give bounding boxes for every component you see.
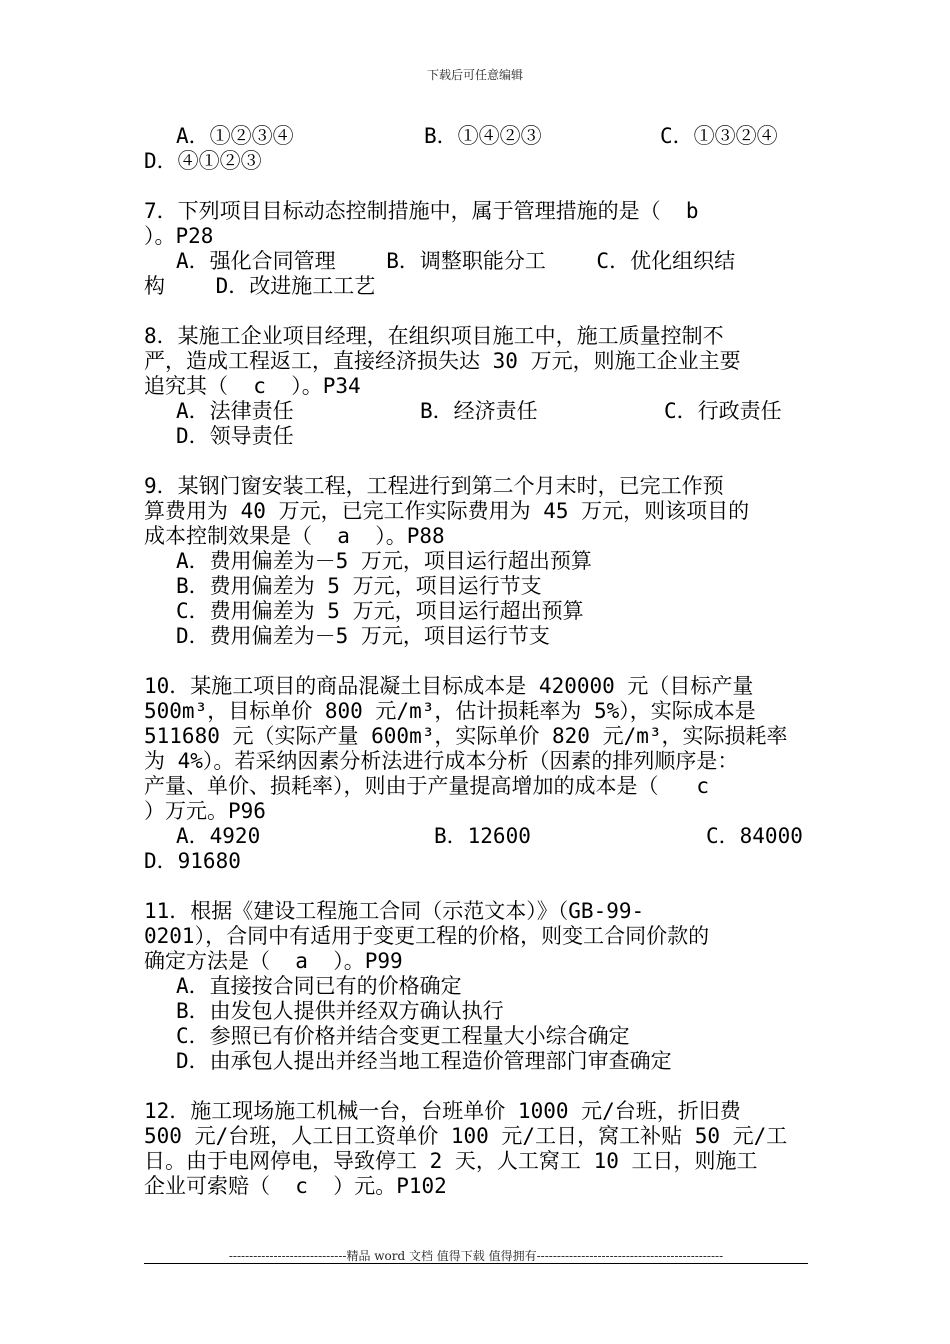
q9-stem-3: 成本控制效果是（ a ）。P88 bbox=[144, 524, 445, 548]
q10-stem-5: 产量、单价、损耗率），则由于产量提高增加的成本是（ c bbox=[144, 774, 710, 798]
q9-option-b: B．费用偏差为 5 万元，项目运行节支 bbox=[176, 574, 542, 598]
q12-stem-1: 12．施工现场施工机械一台，台班单价 1000 元/台班，折旧费 bbox=[144, 1099, 741, 1123]
q7-stem-1: 7．下列项目目标动态控制措施中，属于管理措施的是（ b bbox=[144, 199, 699, 223]
q11-option-a: A．直接按合同已有的价格确定 bbox=[176, 974, 462, 998]
q10-options bbox=[144, 824, 808, 849]
q6-option-d: D．④①②③ bbox=[144, 149, 262, 173]
q11-option-b: B．由发包人提供并经双方确认执行 bbox=[176, 999, 504, 1023]
q11-stem-3: 确定方法是（ a ）。P99 bbox=[144, 949, 403, 973]
q10-option-a: A．4920 bbox=[176, 824, 261, 848]
q11-option-c: C．参照已有价格并结合变更工程量大小综合确定 bbox=[176, 1024, 630, 1048]
q9-stem-1: 9．某钢门窗安装工程，工程进行到第二个月末时，已完工作预 bbox=[144, 474, 724, 498]
q10-stem-6: ）万元。P96 bbox=[144, 799, 266, 823]
q10-option-d: D．91680 bbox=[144, 849, 241, 873]
q8-option-b: B．经济责任 bbox=[420, 399, 538, 423]
q6-option-b: B．①④②③ bbox=[424, 124, 542, 148]
q8-option-a: A．法律责任 bbox=[176, 399, 294, 423]
q8-stem-1: 8．某施工企业项目经理，在组织项目施工中，施工质量控制不 bbox=[144, 324, 724, 348]
q11-stem-1: 11．根据《建设工程施工合同（示范文本）》（GB-99- bbox=[144, 899, 645, 923]
page-header: 下载后可任意编辑 bbox=[426, 68, 523, 82]
q12-stem-2: 500 元/台班，人工日工资单价 100 元/工日，窝工补贴 50 元/工 bbox=[144, 1124, 788, 1148]
q8-option-d: D．领导责任 bbox=[176, 424, 294, 448]
page-footer: -----------------------------精品 word 文档 值得下载 值得拥有---------------------------------------------- bbox=[228, 1249, 724, 1263]
q10-option-c: C．84000 bbox=[706, 824, 803, 848]
q9-stem-2: 算费用为 40 万元，已完工作实际费用为 45 万元，则该项目的 bbox=[144, 499, 750, 523]
q9-option-a: A．费用偏差为－5 万元，项目运行超出预算 bbox=[176, 549, 592, 573]
q6-option-a: A．①②③④ bbox=[176, 124, 294, 148]
q9-option-d: D．费用偏差为－5 万元，项目运行节支 bbox=[176, 624, 550, 648]
q10-stem-4: 为 4%）。若采纳因素分析法进行成本分析（因素的排列顺序是： bbox=[144, 749, 739, 773]
q6-options bbox=[144, 124, 808, 149]
q8-options bbox=[144, 399, 808, 424]
q10-stem-1: 10．某施工项目的商品混凝土目标成本是 420000 元（目标产量 bbox=[144, 674, 754, 698]
q11-stem-2: 0201），合同中有适用于变更工程的价格，则变工合同价款的 bbox=[144, 924, 710, 948]
q10-stem-2: 500m³，目标单价 800 元/m³，估计损耗率为 5%），实际成本是 bbox=[144, 699, 756, 723]
q10-option-b: B．12600 bbox=[434, 824, 531, 848]
q10-stem-3: 511680 元（实际产量 600m³，实际单价 820 元/m³，实际损耗率 bbox=[144, 724, 788, 748]
q12-stem-4: 企业可索赔（ c ）元。P102 bbox=[144, 1174, 447, 1198]
q12-stem-3: 日。由于电网停电，导致停工 2 天，人工窝工 10 工日，则施工 bbox=[144, 1149, 758, 1173]
q7-options-2: 构 D．改进施工工艺 bbox=[144, 274, 376, 298]
q8-stem-3: 追究其（ c ）。P34 bbox=[144, 374, 361, 398]
q11-option-d: D．由承包人提出并经当地工程造价管理部门审查确定 bbox=[176, 1049, 672, 1073]
q9-option-c: C．费用偏差为 5 万元，项目运行超出预算 bbox=[176, 599, 584, 623]
q6-option-c: C．①③②④ bbox=[660, 124, 778, 148]
q7-stem-2: ）。P28 bbox=[144, 224, 214, 248]
footer-rule bbox=[144, 1263, 808, 1264]
q8-stem-2: 严，造成工程返工，直接经济损失达 30 万元，则施工企业主要 bbox=[144, 349, 741, 373]
q8-option-c: C．行政责任 bbox=[664, 399, 782, 423]
document-body bbox=[144, 124, 808, 1199]
q7-options-1: A．强化合同管理 B．调整职能分工 C．优化组织结 bbox=[176, 249, 736, 273]
